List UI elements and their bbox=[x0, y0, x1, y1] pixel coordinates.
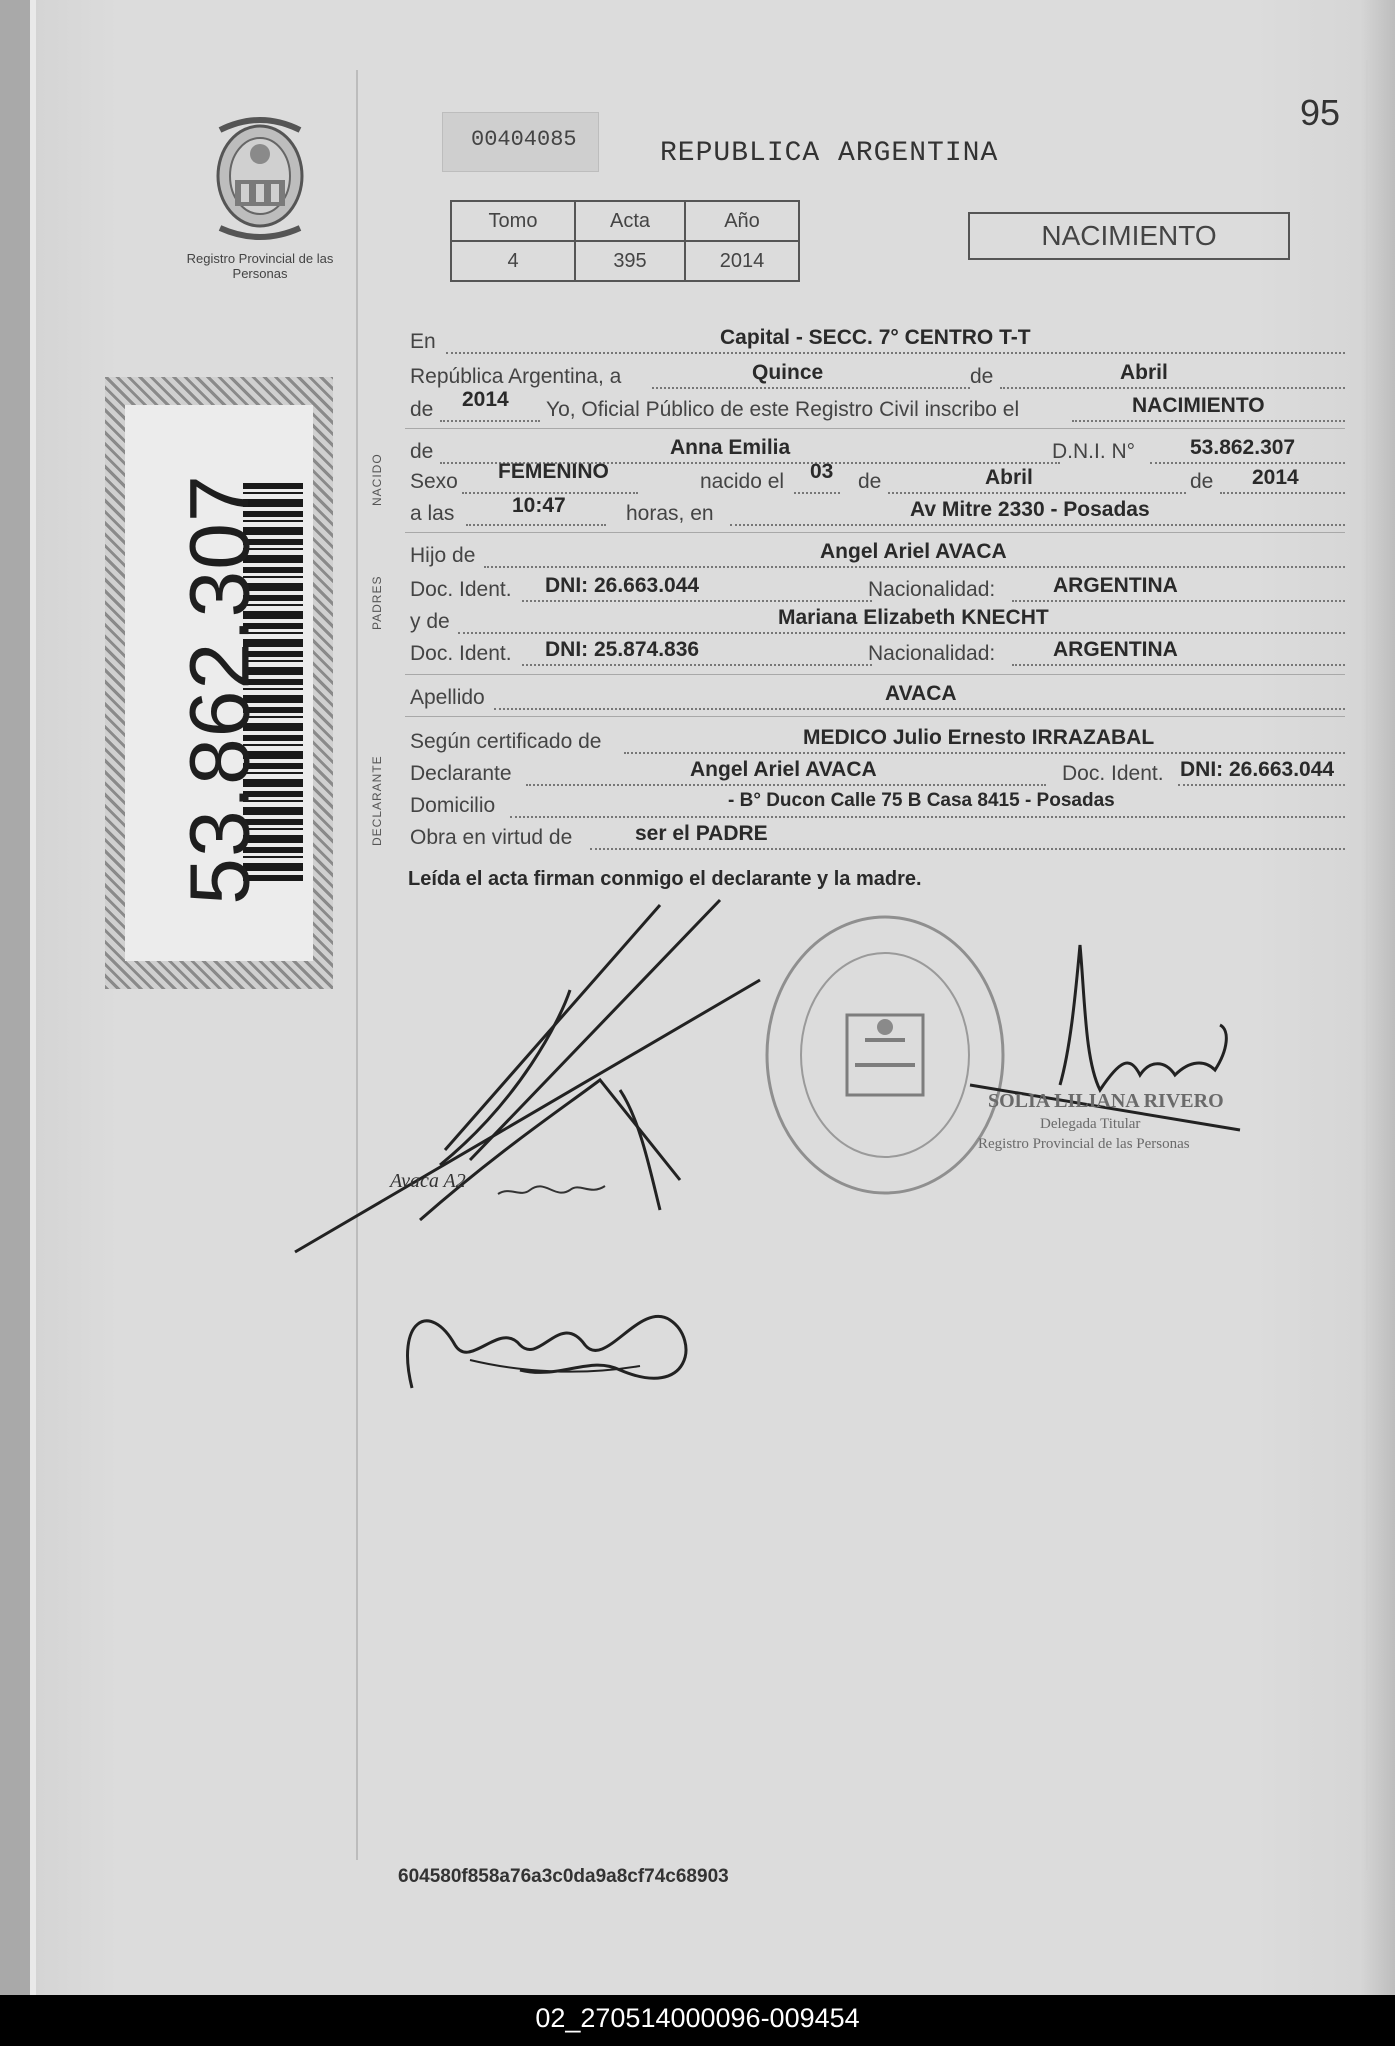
label-horas-en: horas, en bbox=[626, 502, 714, 525]
label-de: de bbox=[858, 470, 882, 493]
value-padre: Angel Ariel AVACA bbox=[820, 540, 1007, 563]
official-name: SOLIA LILIANA RIVERO bbox=[988, 1090, 1224, 1112]
table-value-tomo: 4 bbox=[451, 241, 575, 281]
table-header-ano: Año bbox=[685, 201, 799, 241]
certificate-number: 00404085 bbox=[471, 127, 577, 152]
official-organization: Registro Provincial de las Personas bbox=[978, 1136, 1190, 1152]
label-sexo: Sexo bbox=[410, 470, 458, 493]
section-label-declarante: DECLARANTE bbox=[370, 755, 384, 846]
value-declarante: Angel Ariel AVACA bbox=[690, 758, 877, 781]
label-obra: Obra en virtud de bbox=[410, 826, 573, 849]
page-number: 95 bbox=[1300, 92, 1341, 133]
value-birth-month: Abril bbox=[985, 466, 1033, 489]
declarant-handwritten-note: Avaca A2 bbox=[390, 1170, 466, 1192]
label-yo-oficial: Yo, Oficial Público de este Registro Civil inscribo el bbox=[546, 398, 1020, 421]
table-header-tomo: Tomo bbox=[451, 201, 575, 241]
value-hora: 10:47 bbox=[512, 494, 566, 517]
value-doc-madre: DNI: 25.874.836 bbox=[545, 638, 700, 661]
document-hash: 604580f858a76a3c0da9a8cf74c68903 bbox=[398, 1866, 729, 1887]
section-label-nacido: NACIDO bbox=[370, 453, 384, 506]
label-domicilio: Domicilio bbox=[410, 794, 496, 817]
label-en: En bbox=[410, 330, 436, 353]
label-dni: D.N.I. N° bbox=[1052, 440, 1136, 463]
label-doc-ident: Doc. Ident. bbox=[410, 578, 512, 601]
label-de: de bbox=[970, 365, 994, 388]
value-dni: 53.862.307 bbox=[1190, 436, 1296, 459]
value-birth-day: 03 bbox=[810, 460, 834, 483]
value-en: Capital - SECC. 7° CENTRO T-T bbox=[720, 326, 1031, 349]
mother-signature-stroke bbox=[408, 1316, 686, 1388]
label-de: de bbox=[1190, 470, 1214, 493]
value-doc-padre: DNI: 26.663.044 bbox=[545, 574, 700, 597]
label-nacionalidad: Nacionalidad: bbox=[868, 642, 996, 665]
section-label-padres: PADRES bbox=[370, 575, 384, 630]
value-month: Abril bbox=[1120, 361, 1168, 384]
logo-caption: Registro Provincial de las Personas bbox=[186, 251, 334, 281]
label-a-las: a las bbox=[410, 502, 455, 525]
closing-statement: Leída el acta firman conmigo el declarante y la madre. bbox=[408, 868, 922, 890]
label-doc-ident: Doc. Ident. bbox=[1062, 762, 1164, 785]
value-inscribo: NACIMIENTO bbox=[1132, 394, 1265, 417]
label-de: de bbox=[410, 398, 434, 421]
label-nacido-el: nacido el bbox=[700, 470, 785, 493]
value-segun: MEDICO Julio Ernesto IRRAZABAL bbox=[803, 726, 1155, 749]
value-name: Anna Emilia bbox=[670, 436, 791, 459]
value-doc-declarante: DNI: 26.663.044 bbox=[1180, 758, 1335, 781]
act-type-box: NACIMIENTO bbox=[968, 212, 1290, 260]
value-day: Quince bbox=[752, 361, 824, 384]
official-title: Delegada Titular bbox=[1040, 1116, 1141, 1132]
value-nacionalidad-madre: ARGENTINA bbox=[1053, 638, 1178, 661]
value-domicilio: - B° Ducon Calle 75 B Casa 8415 - Posadas bbox=[728, 790, 1115, 811]
value-nacionalidad-padre: ARGENTINA bbox=[1053, 574, 1178, 597]
label-de: de bbox=[410, 440, 434, 463]
table-value-acta: 395 bbox=[575, 241, 685, 281]
label-republica: República Argentina, a bbox=[410, 365, 622, 388]
footer-code: 02_270514000096-009454 bbox=[535, 2003, 860, 2033]
label-nacionalidad: Nacionalidad: bbox=[868, 578, 996, 601]
value-lugar: Av Mitre 2330 - Posadas bbox=[910, 498, 1150, 521]
page-title: REPUBLICA ARGENTINA bbox=[660, 138, 999, 169]
value-birth-year: 2014 bbox=[1252, 466, 1299, 489]
table-header-acta: Acta bbox=[575, 201, 685, 241]
dni-card-number: 53.862.307 bbox=[172, 474, 267, 905]
value-apellido: AVACA bbox=[885, 682, 957, 705]
label-hijo-de: Hijo de bbox=[410, 544, 476, 567]
label-y-de: y de bbox=[410, 610, 450, 633]
label-doc-ident: Doc. Ident. bbox=[410, 642, 512, 665]
label-segun: Según certificado de bbox=[410, 730, 602, 753]
value-madre: Mariana Elizabeth KNECHT bbox=[778, 606, 1049, 629]
label-declarante: Declarante bbox=[410, 762, 512, 785]
value-obra: ser el PADRE bbox=[635, 822, 768, 845]
table-value-ano: 2014 bbox=[685, 241, 799, 281]
label-apellido: Apellido bbox=[410, 686, 485, 709]
value-sexo: FEMENINO bbox=[498, 460, 609, 483]
signature-stroke bbox=[295, 980, 760, 1252]
value-year: 2014 bbox=[462, 388, 509, 411]
